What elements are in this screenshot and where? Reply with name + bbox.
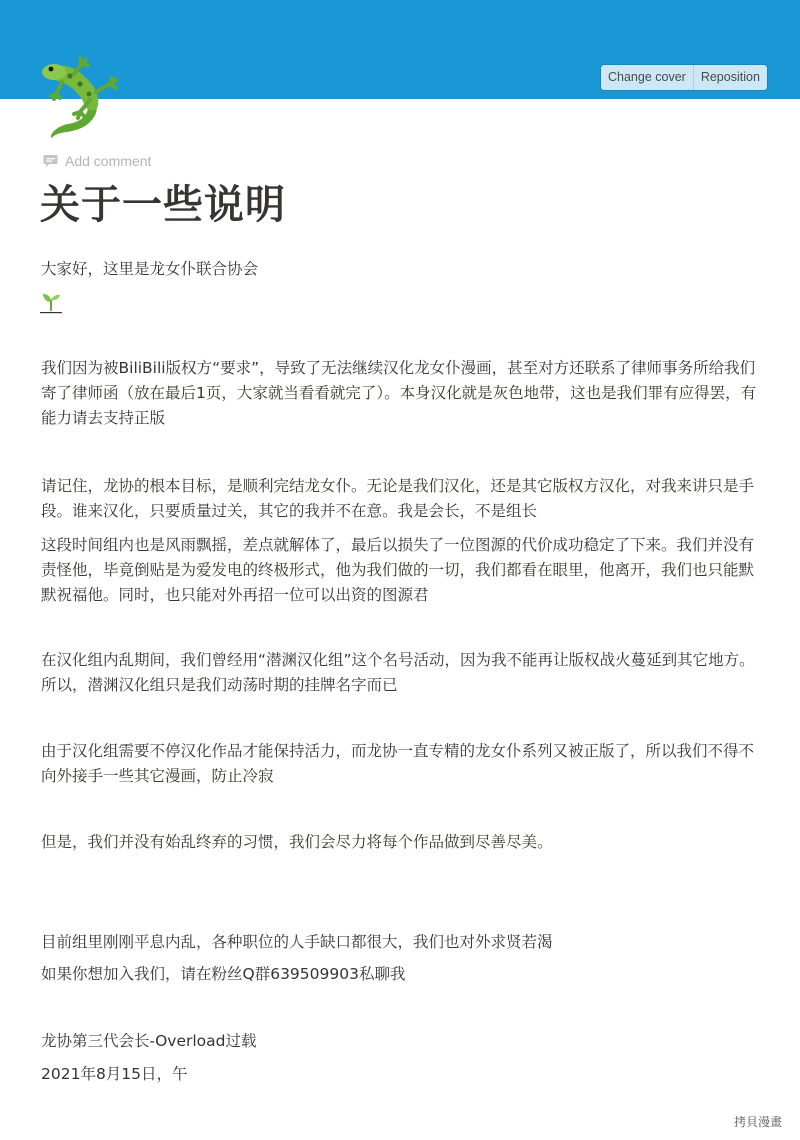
- paragraph-turmoil[interactable]: 这段时间组内也是风雨飘摇，差点就解体了，最后以损失了一位图源的代价成功稳定了下来。我们并没有责怪他，毕竟倒贴是为爱发电的终极形式，他为我们做的一切，我们都看在眼里，他离开，我们也只能默默祝福他。同时，也只能对外再招一位可以出资的图源君: [41, 536, 755, 604]
- comment-icon: [43, 154, 58, 168]
- paragraph-promise[interactable]: 但是，我们并没有始乱终弃的习惯，我们会尽力将每个作品做到尽善尽美。: [41, 833, 553, 851]
- paragraph-other-manga[interactable]: 由于汉化组需要不停汉化作品才能保持活力，而龙协一直专精的龙女仆系列又被正版了，所以我们不得不向外接手一些其它漫画，防止冷寂: [41, 742, 755, 785]
- page-title[interactable]: 关于一些说明: [40, 182, 286, 228]
- paragraph-goal[interactable]: 请记住，龙协的根本目标，是顺利完结龙女仆。无论是我们汉化，还是其它版权方汉化，对我来讲只是手段。谁来汉化，只要质量过关，其它的我并不在意。我是会长，不是组长: [41, 477, 755, 520]
- add-comment-button[interactable]: [43, 152, 151, 170]
- paragraph-qianyuan[interactable]: 在汉化组内乱期间，我们曾经用“潜渊汉化组”这个名号活动，因为我不能再让版权战火蔓延到其它地方。所以，潜渊汉化组只是我们动荡时期的挂牌名字而已: [41, 651, 755, 694]
- reposition-button[interactable]: Reposition: [693, 65, 767, 90]
- date-text[interactable]: 2021年8月15日，午: [41, 1065, 188, 1083]
- paragraph-join[interactable]: 如果你想加入我们，请在粉丝Q群639509903私聊我: [41, 965, 406, 983]
- add-comment-label: Add comment: [65, 153, 152, 169]
- cover-actions: [601, 65, 767, 90]
- seedling-icon: [40, 290, 62, 314]
- greeting-text[interactable]: 大家好，这里是龙女仆联合协会: [41, 260, 259, 278]
- watermark: 拷貝漫畫: [734, 1115, 783, 1129]
- paragraph-copyright[interactable]: 我们因为被BiliBili版权方“要求”，导致了无法继续汉化龙女仆漫画，甚至对方还联系了律师事务所给我们寄了律师函（放在最后1页，大家就当看看就完了）。本身汉化就是灰色地带，这也是我们罪有应得罢，有能力请去支持正版: [41, 359, 757, 427]
- signature-text[interactable]: 龙协第三代会长-Overload过载: [41, 1032, 257, 1050]
- change-cover-button[interactable]: Change cover: [608, 70, 686, 84]
- lizard-icon[interactable]: [38, 52, 128, 140]
- paragraph-recruiting[interactable]: 目前组里刚刚平息内乱，各种职位的人手缺口都很大，我们也对外求贤若渴: [41, 933, 553, 951]
